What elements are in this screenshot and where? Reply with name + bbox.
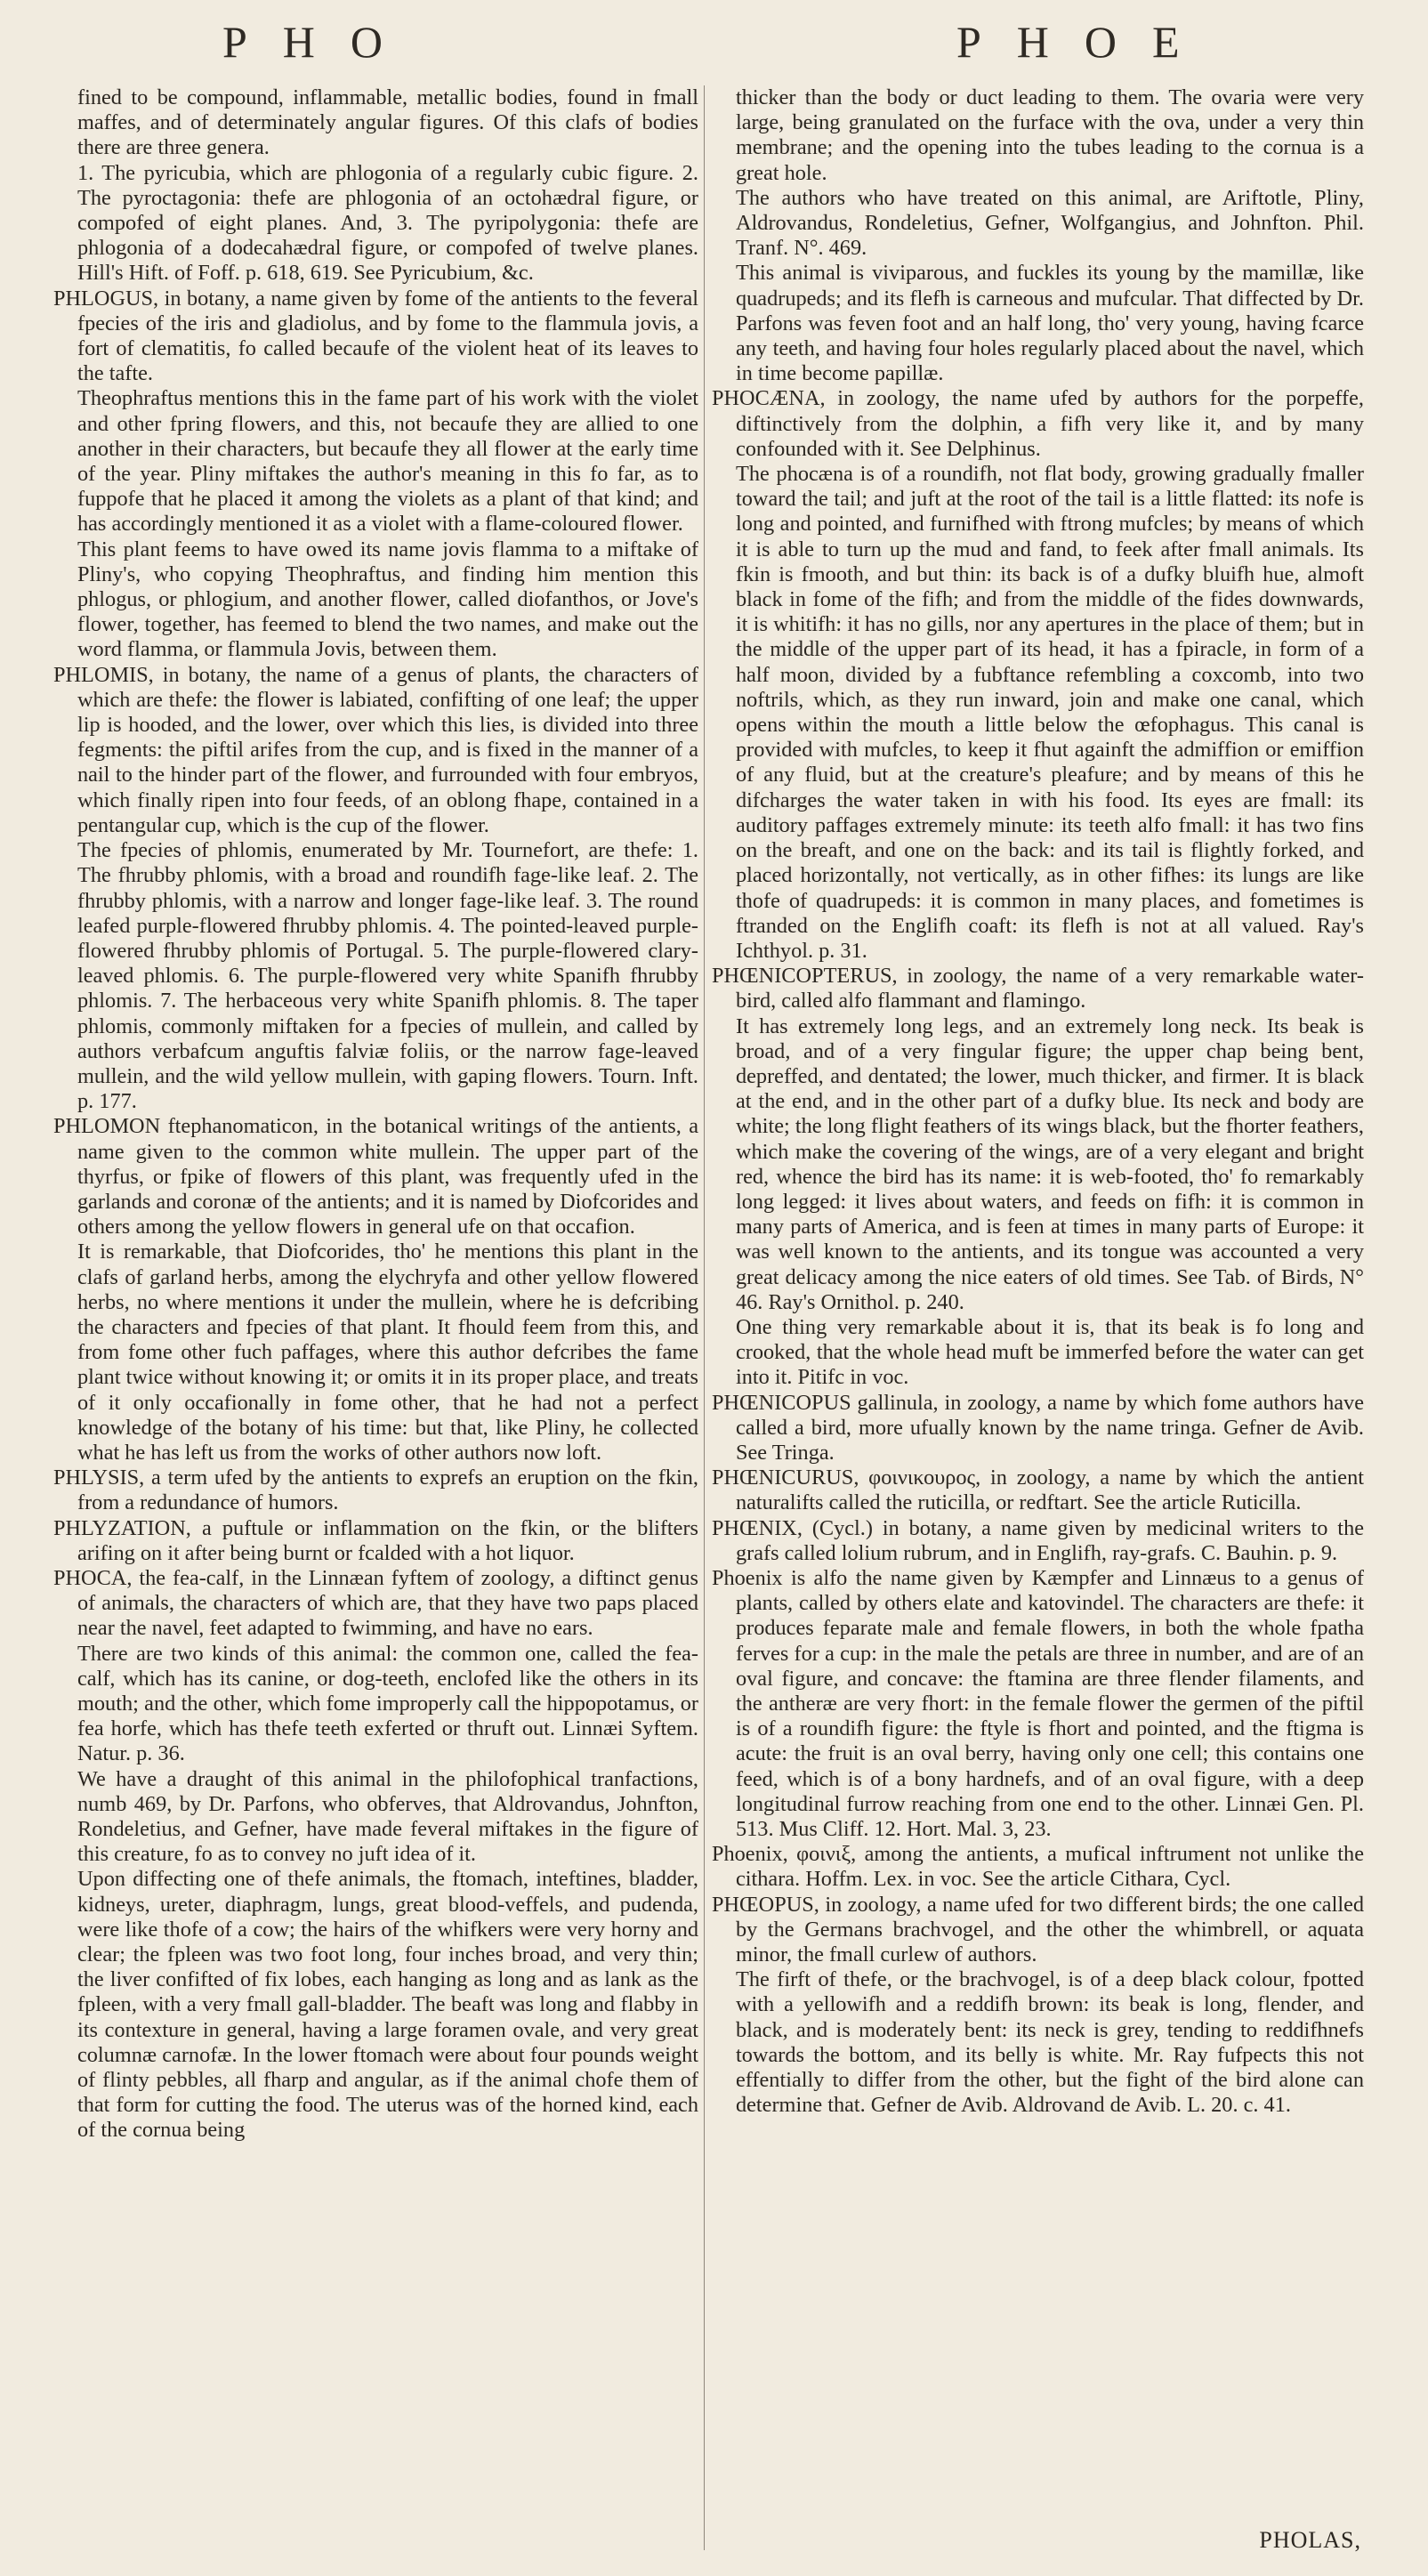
- entry-paragraph: The phocæna is of a roundifh, not flat body, growing gradually fmaller toward the tail; and juft at the root of the tail is a little flatted: its nofe is long and pointed, and furnifhed with ftrong mufcles; by means of which it is able to turn up the mud and fand, to feek after fmall animals. Its fkin is fmooth, and but thin: its back is of a dufky bluifh hue, almoft black in fome of the fifh; and from the middle of the fides downwards, it is whitifh: it has no gills, nor any apertures in the place of them; but in the middle of the upper part of its head, it has a fpiracle, in form of a half moon, divided by a fubftance refembling a coxcomb, into two noftrils, which, as they run inward, join and make one canal, which opens within the mouth a little below the œfophagus. This canal is provided with mufcles, to keep it fhut againft the admiffion or emiffion of any fluid, but at the creature's pleafure; and by means of this he difcharges the water taken in with his food. Its eyes are fmall: its auditory paffages extremely minute: its teeth alfo fmall: it has two fins on the breaft, and one on the back: and its tail is flightly forked, and placed horizontally, not vertically, as in other fifhes: its lungs are like thofe of quadrupeds: it is common in many places, and fometimes is ftranded on the Englifh coaft: its flefh is not at all valued. Ray's Ichthyol. p. 31.: [736, 462, 1364, 963]
- dictionary-entry: Phoenix, φοινιξ, among the antients, a mufical inftrument not unlike the cithara. Hoffm. Lex. in voc. See the article Cithara, Cycl.: [712, 1842, 1364, 1892]
- dictionary-entry: PHŒOPUS, in zoology, a name ufed for two different birds; the one called by the Germans brachvogel, and the other the whimbrell, or aquata minor, the fmall curlew of authors.: [712, 1892, 1364, 1967]
- entry-paragraph: Theophraftus mentions this in the fame part of his work with the violet and other fpring flowers, and this, not becaufe they are allied to one another in their characters, but becaufe they all flower at the early time of the year. Pliny miftakes the author's meaning in this fo far, as to fuppofe that he placed it among the violets as a plant of that kind; and has accordingly mentioned it as a violet with a flame-coloured flower.: [77, 386, 698, 537]
- dictionary-entry: PHOCÆNA, in zoology, the name ufed by authors for the porpeffe, diftinctively from the dolphin, a fifh very like it, and by many confounded with it. See Delphinus.: [712, 386, 1364, 461]
- entry-paragraph: It is remarkable, that Diofcorides, tho' he mentions this plant in the clafs of garland herbs, among the elychryfa and other yellow flowered herbs, no where mentions it under the mullein, where he is defcribing the characters and fpecies of that plant. It fhould feem from this, and from fome other fuch paffages, where this author defcribes the fame plant twice without knowing it; or omits it in its proper place, and treats of it only occafionally in fome other, that he had not a perfect knowledge of the botany of his time: but that, like Pliny, he collected what he has left us from the works of other authors now loft.: [77, 1240, 698, 1465]
- dictionary-entry: PHŒNIX, (Cycl.) in botany, a name given by medicinal writers to the grafs called lolium rubrum, and in Englifh, ray-grafs. C. Bauhin. p. 9.: [712, 1515, 1364, 1565]
- dictionary-entry: PHLOMON ftephanomaticon, in the botanical writings of the antients, a name given to the common white mullein. The upper part of the thyrfus, or fpike of flowers of this plant, was frequently ufed in the garlands and coronæ of the antients; and it is named by Diofcorides and others among the yellow flowers in general ufe on that occafion.: [53, 1114, 698, 1240]
- entry-paragraph: The fpecies of phlomis, enumerated by Mr. Tournefort, are thefe: 1. The fhrubby phlomis, with a broad and roundifh fage-like leaf. 2. The fhrubby phlomis, with a narrow and longer fage-like leaf. 3. The round leafed purple-flowered fhrubby phlomis. 4. The pointed-leaved purple-flowered fhrubby phlomis of Portugal. 5. The purple-flowered clary-leaved phlomis. 6. The purple-flowered very white Spanifh fhrubby phlomis. 7. The herbaceous very white Spanifh phlomis. 8. The taper phlomis, commonly miftaken for a fpecies of mullein, and called by authors verbafcum anguftis falviæ foliis, or the narrow fage-leaved mullein, and the wild yellow mullein, with gaping flowers. Tourn. Inft. p. 177.: [77, 838, 698, 1114]
- entry-paragraph: thicker than the body or duct leading to them. The ovaria were very large, being granulated on the furface with the ova, under a very thin membrane; and the opening into the tubes leading to the cornua is a great hole.: [736, 85, 1364, 185]
- running-head-left: PHO: [222, 17, 419, 67]
- dictionary-entry: PHŒNICOPUS gallinula, in zoology, a name by which fome authors have called a bird, more ufually known by the name tringa. Gefner de Avib. See Tringa.: [712, 1390, 1364, 1465]
- entry-paragraph: It has extremely long legs, and an extremely long neck. Its beak is broad, and of a very fingular figure; the upper chap being bent, depreffed, and dentated; the lower, much thicker, and firmer. It is black at the end, and in the other part of a dufky blue. Its neck and body are white; the long flight feathers of its wings black, but the fhorter feathers, which make the covering of the wings, are of a very elegant and bright red, whence the bird has its name: it is web-footed, tho' fo remarkably long legged: it lives about waters, and feeds on fifh: it is common in many parts of America, and is feen at times in many parts of Europe: it was well known to the antients, and its tongue was accounted a very great delicacy among the nice eaters of old times. See Tab. of Birds, N° 46. Ray's Ornithol. p. 240.: [736, 1013, 1364, 1314]
- dictionary-entry: PHOCA, the fea-calf, in the Linnæan fyftem of zoology, a diftinct genus of animals, the characters of which are, that they have two paps placed near the navel, feet adapted to fwimming, and have no ears.: [53, 1565, 698, 1641]
- entry-paragraph: The authors who have treated on this animal, are Ariftotle, Pliny, Aldrovandus, Rondeletius, Gefner, Wolfgangius, and Johnfton. Phil. Tranf. N°. 469.: [736, 185, 1364, 261]
- entry-paragraph: One thing very remarkable about it is, that its beak is fo long and crooked, that the whole head muft be immerfed before the water can get into it. Pitifc in voc.: [736, 1314, 1364, 1390]
- dictionary-entry: PHLOMIS, in botany, the name of a genus of plants, the characters of which are thefe: the flower is labiated, confifting of one leaf; the upper lip is hooded, and the lower, over which this lies, is divided into three fegments: the piftil arifes from the cup, and is fixed in the manner of a nail to the hinder part of the flower, and furrounded with four embryos, which finally ripen into four feeds, of an oblong fhape, contained in a pentangular cup, which is the cup of the flower.: [53, 662, 698, 837]
- dictionary-entry: PHLOGUS, in botany, a name given by fome of the antients to the feveral fpecies of the iris and gladiolus, and by fome to the flammula jovis, a fort of clematitis, fo called becaufe of the violent heat of its leaves to the tafte.: [53, 286, 698, 386]
- entry-paragraph: We have a draught of this animal in the philofophical tranfactions, numb 469, by Dr. Parfons, who obferves, that Aldrovandus, Johnfton, Rondeletius, and Gefner, have made feveral miftakes in the figure of this creature, fo as to convey no juft idea of it.: [77, 1766, 698, 1867]
- right-column: [712, 85, 1364, 2524]
- column-divider: [704, 85, 705, 2550]
- entry-paragraph: 1. The pyricubia, which are phlogonia of a regularly cubic figure. 2. The pyroctagonia: thefe are phlogonia of an octohædral figure, or compofed of eight planes. And, 3. The pyripolygonia: thefe are phlogonia of a dodecahædral figure, or compofed of twelve planes. Hill's Hift. of Foff. p. 618, 619. See Pyricubium, &c.: [77, 160, 698, 286]
- entry-paragraph: Upon diffecting one of thefe animals, the ftomach, inteftines, bladder, kidneys, ureter, diaphragm, lungs, great blood-veffels, and pudenda, were like thofe of a cow; the hairs of the whifkers were very horny and clear; the fpleen was two foot long, four inches broad, and very thin; the liver confifted of fix lobes, each hanging as long and as lank as the fpleen, with a very fmall gall-bladder. The beaft was long and flabby in its contexture in general, having a large foramen ovale, and very great columnæ carnofæ. In the lower ftomach were about four pounds weight of flinty pebbles, all fharp and angular, as if the animal chofe them of that form for cutting the food. The uterus was of the horned kind, each of the cornua being: [77, 1867, 698, 2143]
- entry-paragraph: The firft of thefe, or the brachvogel, is of a deep black colour, fpotted with a yellowifh and a reddifh brown: its beak is long, flender, and black, and is moderately bent: its neck is grey, tending to reddifhnefs towards the bottom, and its belly is white. Mr. Ray fufpects this not effentially to differ from the other, but the fight of the bird alone can determine that. Gefner de Avib. Aldrovand de Avib. L. 20. c. 41.: [736, 1967, 1364, 2118]
- dictionary-entry: PHŒNICURUS, φοινικουρος, in zoology, a name by which the antient naturalifts called the ruticilla, or redftart. See the article Ruticilla.: [712, 1466, 1364, 1515]
- entry-paragraph: This plant feems to have owed its name jovis flamma to a miftake of Pliny's, who copying Theophraftus, and finding him mention this phlogus, or phlogium, and another flower, called diofanthos, or Jove's flower, together, has feemed to blend the two names, and make out the word flamma, or flammula Jovis, between them.: [77, 537, 698, 662]
- entry-paragraph: There are two kinds of this animal: the common one, called the fea-calf, which has its canine, or dog-teeth, enclofed like the others in its mouth; and the other, which fome improperly call the hippopotamus, or fea horfe, which has thefe teeth exferted or thruft out. Linnæi Syftem. Natur. p. 36.: [77, 1641, 698, 1766]
- left-column: [53, 85, 698, 2524]
- catchword: PHOLAS,: [1259, 2527, 1361, 2553]
- dictionary-entry: PHLYZATION, a puftule or inflammation on the fkin, or the blifters arifing on it after being burnt or fcalded with a hot liquor.: [53, 1515, 698, 1565]
- dictionary-entry: PHLYSIS, a term ufed by the antients to exprefs an eruption on the fkin, from a redundance of humors.: [53, 1466, 698, 1515]
- entry-paragraph: This animal is viviparous, and fuckles its young by the mamillæ, like quadrupeds; and its flefh is carneous and mufcular. That diffected by Dr. Parfons was feven foot and an half long, tho' very young, having fcarce any teeth, and having four holes regularly placed about the navel, which in time become papillæ.: [736, 261, 1364, 386]
- dictionary-entry: PHŒNICOPTERUS, in zoology, the name of a very remarkable water-bird, called alfo flammant and flamingo.: [712, 964, 1364, 1013]
- running-head-right: PHOE: [956, 17, 1215, 67]
- dictionary-entry: Phoenix is alfo the name given by Kæmpfer and Linnæus to a genus of plants, called by others elate and katovindel. The characters are thefe: it produces feparate male and female flowers, in both the whole fpatha ferves for a cup: in the male the petals are three in number, and are of an oval figure, and concave: the ftamina are three flender filaments, and the antheræ are very fhort: in the female flower the germen of the piftil is of a roundifh figure: the ftyle is fhort and pointed, and the ftigma is acute: the fruit is an oval berry, having only one cell; this contains one feed, which is of a bony hardnefs, and of an oval figure, with a deep longitudinal furrow reaching from one end to the other. Linnæi Gen. Pl. 513. Mus Cliff. 12. Hort. Mal. 3, 23.: [712, 1565, 1364, 1842]
- entry-paragraph: fined to be compound, inflammable, metallic bodies, found in fmall maffes, and of determinately angular figures. Of this clafs of bodies there are three genera.: [77, 85, 698, 160]
